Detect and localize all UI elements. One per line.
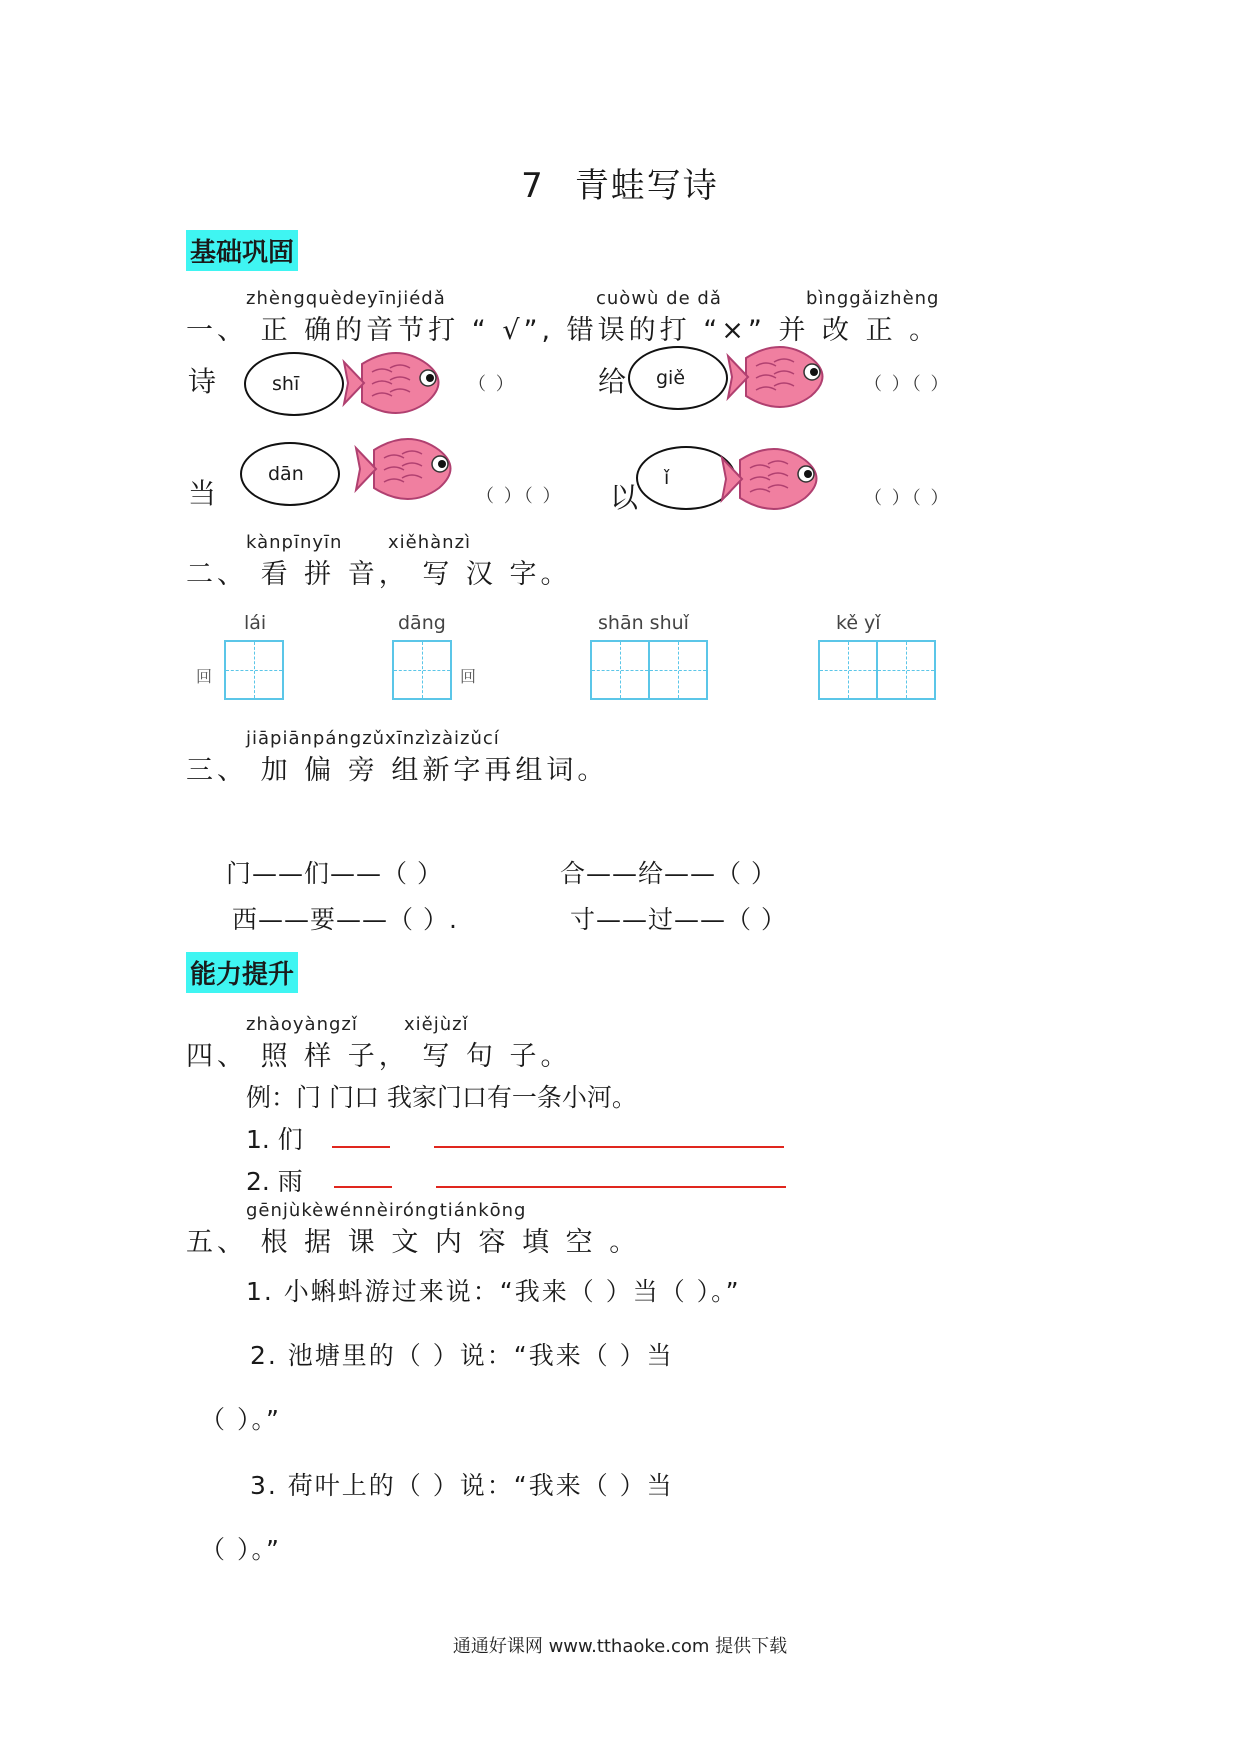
syllable-text: shī	[272, 373, 300, 395]
q1-pinyin-c: bìnggǎizhèng	[806, 288, 940, 309]
grid-prefix-char: 回	[196, 667, 213, 686]
answer-underline[interactable]	[332, 1146, 390, 1148]
q3-row: 寸——过——（ ）	[570, 905, 787, 934]
syllable-oval	[628, 346, 728, 410]
writing-grid[interactable]	[648, 640, 708, 700]
q4-pinyin-b: xiějùzǐ	[404, 1014, 469, 1035]
q5-line: 1. 小蝌蚪游过来说：“我来（ ）当（ ）。”	[246, 1277, 741, 1306]
grid-pinyin: dāng	[398, 612, 446, 634]
writing-grid[interactable]	[876, 640, 936, 700]
q2-question: 二、 看 拼 音， 写 汉 字。	[186, 559, 572, 590]
page-title	[0, 158, 1240, 207]
answer-parens: （ ）	[468, 374, 516, 395]
answer-underline[interactable]	[334, 1186, 392, 1188]
grid-pinyin: kě yǐ	[836, 612, 881, 634]
q3-row: 合——给——（ ）	[560, 859, 777, 888]
q4-item: 1. 们	[246, 1125, 303, 1154]
q1-item-char: 当	[188, 477, 217, 510]
lesson-title: 青蛙写诗	[574, 166, 719, 206]
writing-grid[interactable]	[224, 640, 284, 700]
lesson-number: 7	[521, 166, 545, 206]
footer-credit: 通通好课网 www.tthaoke.com 提供下载	[452, 1636, 788, 1657]
writing-grid[interactable]	[392, 640, 452, 700]
q1-pinyin-b: cuòwù de dǎ	[596, 288, 722, 309]
syllable-text: giě	[656, 367, 686, 389]
syllable-oval	[240, 442, 340, 506]
section-badge-advanced: 能力提升	[186, 952, 298, 993]
q2-pinyin-a: kànpīnyīn	[246, 532, 343, 553]
q5-line: （ ）。”	[200, 1405, 281, 1434]
q1-item-char: 给	[598, 365, 627, 398]
syllable-text: dān	[268, 463, 304, 485]
writing-grid[interactable]	[590, 640, 650, 700]
q1-pinyin-a: zhèngquèdeyīnjiédǎ	[246, 288, 446, 309]
q5-line: 3. 荷叶上的（ ）说：“我来（ ）当	[250, 1471, 674, 1500]
q5-line: 2. 池塘里的（ ）说：“我来（ ）当	[250, 1341, 674, 1370]
q1-item-char: 以	[610, 481, 639, 514]
answer-parens: （ ）（ ）	[864, 488, 951, 509]
q5-question: 五、 根 据 课 文 内 容 填 空 。	[186, 1227, 641, 1258]
fish-icon	[342, 344, 452, 422]
q2-pinyin-b: xiěhànzì	[388, 532, 472, 553]
fish-icon	[354, 430, 464, 508]
sentence-underline[interactable]	[436, 1186, 786, 1188]
q5-pinyin: gēnjùkèwénnèiróngtiánkōng	[246, 1200, 527, 1221]
section-badge-basic: 基础巩固	[186, 230, 298, 271]
writing-grid[interactable]	[818, 640, 878, 700]
q3-question: 三、 加 偏 旁 组新字再组词。	[186, 755, 609, 786]
q4-pinyin-a: zhàoyàngzǐ	[246, 1014, 358, 1035]
fish-icon	[720, 440, 830, 518]
answer-parens: （ ）（ ）	[476, 486, 563, 507]
grid-suffix-char: 回	[460, 667, 477, 686]
sentence-underline[interactable]	[434, 1146, 784, 1148]
q4-example: 例：门 门口 我家门口有一条小河。	[246, 1083, 637, 1112]
answer-parens: （ ）（ ）	[864, 374, 951, 395]
grid-pinyin: lái	[244, 612, 267, 634]
q1-question: 一、 正 确的音节打 “ √”, 错误的打 “×” 并 改 正 。	[186, 315, 941, 346]
grid-pinyin: shān shuǐ	[598, 612, 689, 634]
syllable-text: ǐ	[664, 467, 670, 489]
fish-icon	[726, 338, 836, 416]
syllable-oval	[244, 352, 344, 416]
q5-line: （ ）。”	[200, 1535, 281, 1564]
q3-row: 门——们——（ ）	[226, 859, 443, 888]
q4-question: 四、 照 样 子， 写 句 子。	[186, 1041, 572, 1072]
q3-row: 西——要——（ ）.	[232, 905, 458, 934]
q3-pinyin: jiāpiānpángzǔxīnzìzàizǔcí	[246, 728, 500, 749]
q1-item-char: 诗	[188, 365, 217, 398]
q4-item: 2. 雨	[246, 1167, 303, 1196]
